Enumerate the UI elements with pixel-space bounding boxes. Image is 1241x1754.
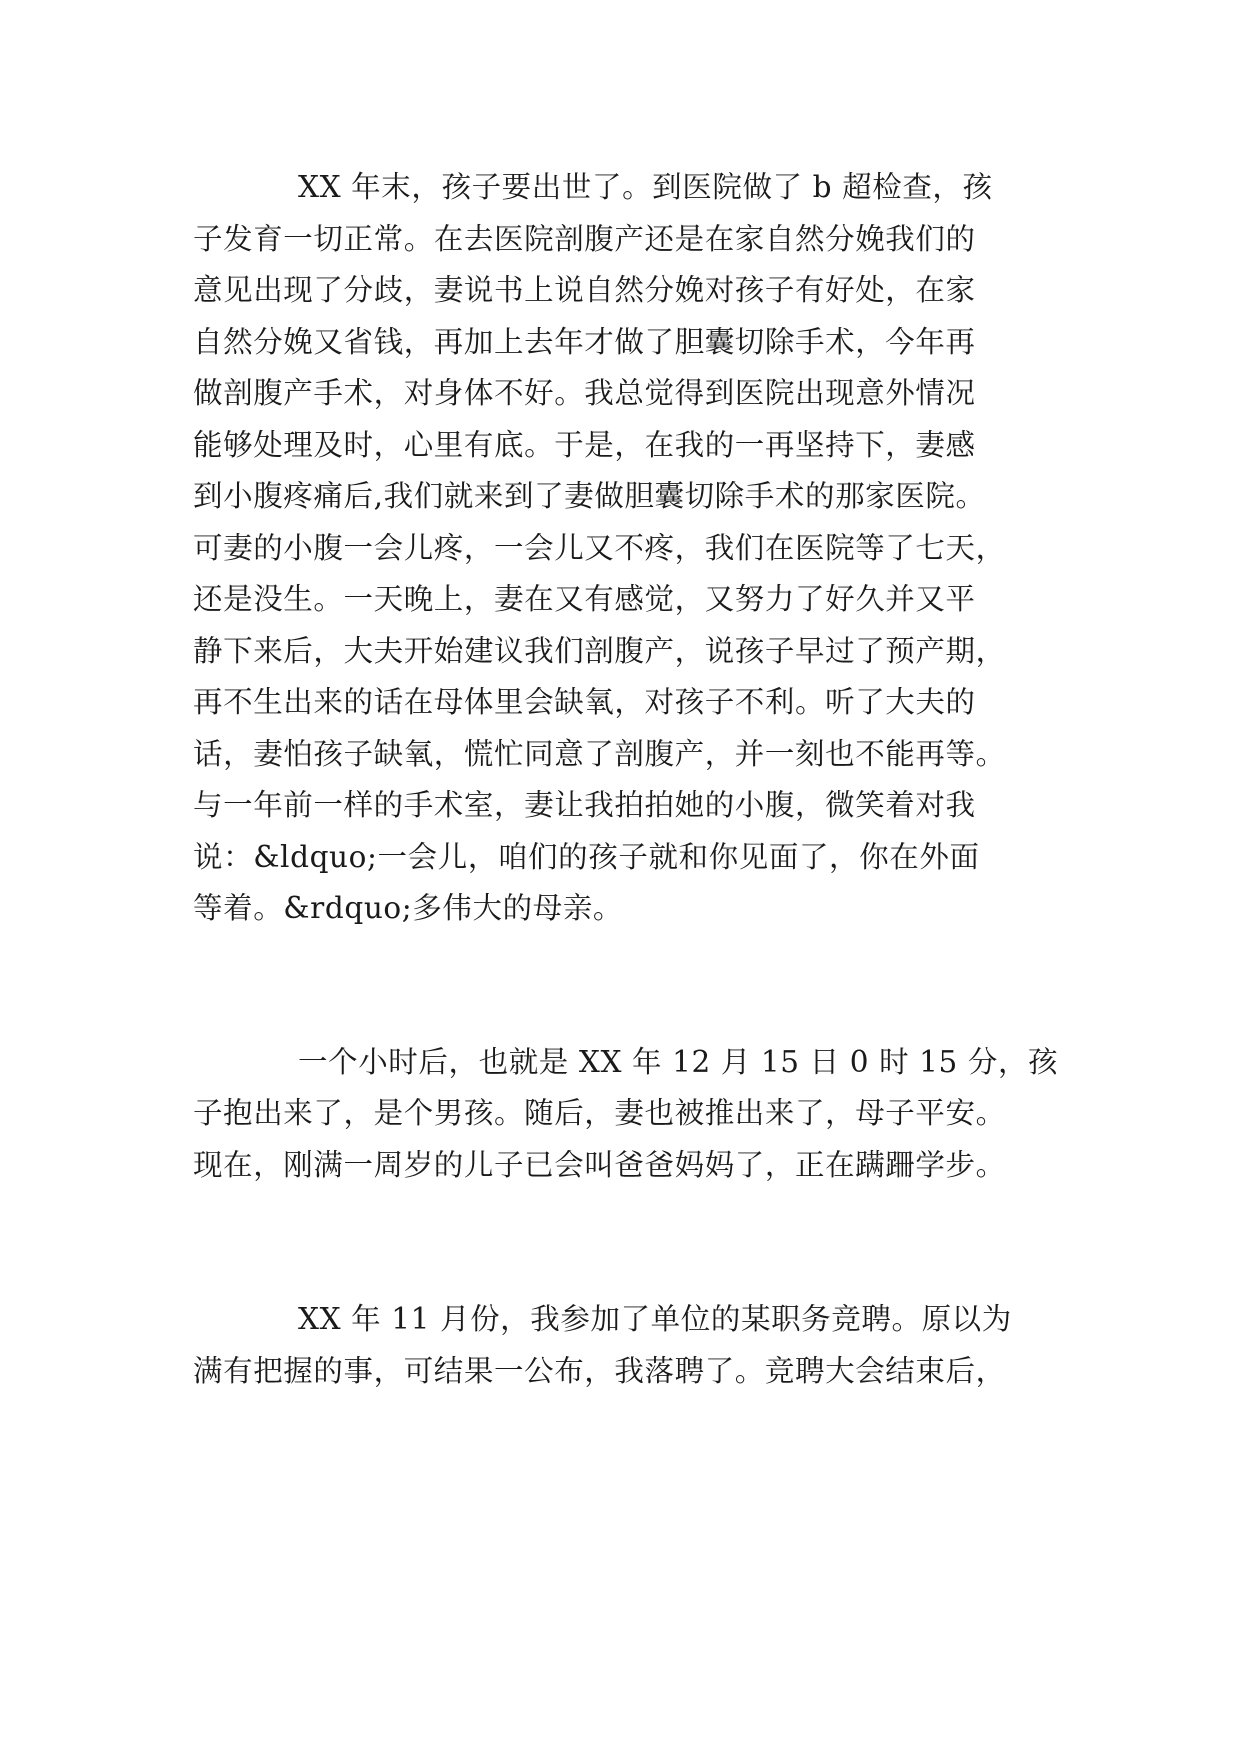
paragraph-1-line-5: 做剖腹产手术，对身体不好。我总觉得到医院出现意外情况 — [193, 376, 976, 410]
paragraph-1-line-7: 到小腹疼痛后,我们就来到了妻做胆囊切除手术的那家医院。 — [193, 479, 986, 513]
paragraph-2-line-1: 一个小时后，也就是 XX 年 12 月 15 日 0 时 15 分，孩 — [298, 1045, 1059, 1079]
paragraph-2-line-2: 子抱出来了，是个男孩。随后，妻也被推出来了，母子平安。 — [193, 1096, 1006, 1130]
paragraph-1-line-6: 能够处理及时，心里有底。于是，在我的一再坚持下，妻感 — [193, 428, 976, 462]
paragraph-2-line-3: 现在，刚满一周岁的儿子已会叫爸爸妈妈了，正在蹒跚学步。 — [193, 1148, 1006, 1182]
paragraph-3-line-1: XX 年 11 月份，我参加了单位的某职务竞聘。原以为 — [298, 1302, 1012, 1336]
paragraph-1-line-3: 意见出现了分歧，妻说书上说自然分娩对孩子有好处，在家 — [193, 273, 976, 307]
paragraph-1-line-1: XX 年末，孩子要出世了。到医院做了 b 超检查，孩 — [298, 170, 993, 204]
paragraph-1-line-14: 说：&ldquo;一会儿，咱们的孩子就和你见面了，你在外面 — [193, 840, 980, 874]
paragraph-1-line-12: 话，妻怕孩子缺氧，慌忙同意了剖腹产，并一刻也不能再等。 — [193, 737, 1006, 771]
paragraph-3-line-2: 满有把握的事，可结果一公布，我落聘了。竞聘大会结束后， — [193, 1354, 1006, 1388]
paragraph-1-line-2: 子发育一切正常。在去医院剖腹产还是在家自然分娩我们的 — [193, 222, 976, 256]
paragraph-1-line-13: 与一年前一样的手术室，妻让我拍拍她的小腹，微笑着对我 — [193, 788, 976, 822]
paragraph-1-line-8: 可妻的小腹一会儿疼，一会儿又不疼，我们在医院等了七天， — [193, 531, 1006, 565]
paragraph-1-line-11: 再不生出来的话在母体里会缺氧，对孩子不利。听了大夫的 — [193, 685, 976, 719]
paragraph-1-line-15: 等着。&rdquo;多伟大的母亲。 — [193, 891, 624, 925]
paragraph-1-line-9: 还是没生。一天晚上，妻在又有感觉，又努力了好久并又平 — [193, 582, 976, 616]
paragraph-1-line-10: 静下来后，大夫开始建议我们剖腹产，说孩子早过了预产期， — [193, 634, 1006, 668]
paragraph-1-line-4: 自然分娩又省钱，再加上去年才做了胆囊切除手术，今年再 — [193, 325, 976, 359]
